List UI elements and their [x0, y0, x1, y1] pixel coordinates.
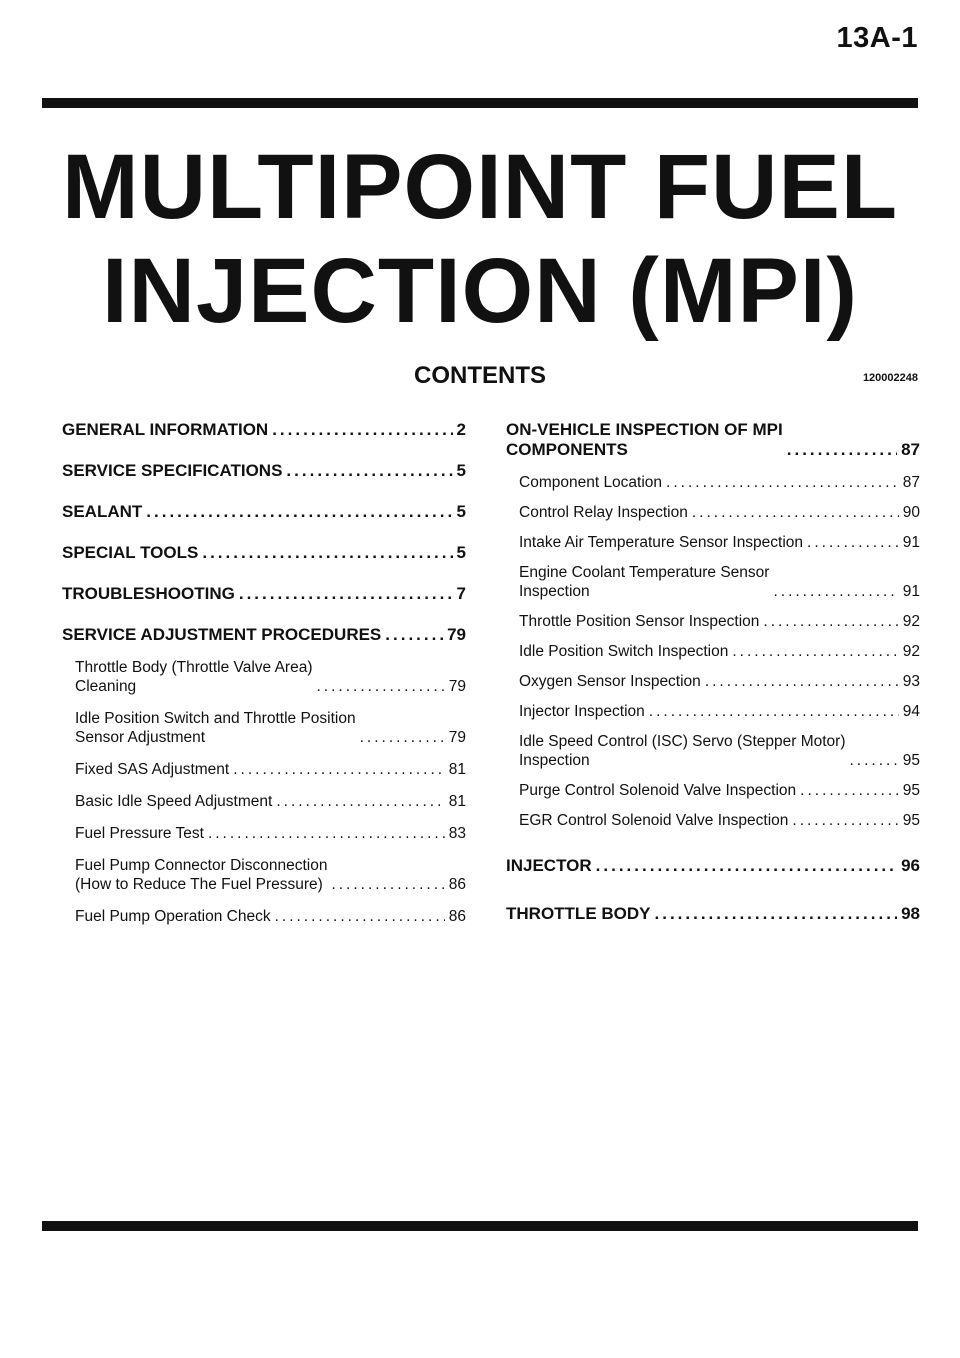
- toc-entry-label: Idle Position Switch Inspection: [519, 643, 729, 660]
- toc-right-column: [506, 420, 920, 937]
- toc-entry-page: 96: [901, 856, 920, 875]
- dot-leader: [316, 677, 444, 696]
- toc-entry-page: 83: [448, 825, 466, 842]
- page-title: [0, 135, 960, 343]
- dot-leader: [807, 533, 899, 552]
- toc-entry-page: 98: [901, 904, 920, 923]
- toc-entry-label: Fuel Pump Operation Check: [75, 908, 271, 925]
- toc-entry[interactable]: [519, 533, 920, 552]
- toc-entry[interactable]: [519, 672, 920, 691]
- toc-entry-page: 92: [902, 643, 920, 660]
- toc-entry[interactable]: [506, 420, 920, 460]
- toc-entry-label: Throttle Position Sensor Inspection: [519, 613, 760, 630]
- dot-leader: [208, 824, 445, 843]
- dot-leader: [276, 792, 444, 811]
- toc-entry-label: Fuel Pump Connector Disconnection (How to Reduce The Fuel Pressure): [75, 857, 328, 893]
- toc-entry[interactable]: [506, 904, 920, 924]
- toc-entry[interactable]: [519, 781, 920, 800]
- toc-entry-page: 91: [902, 583, 920, 600]
- toc-entry-label: SEALANT: [62, 502, 143, 521]
- toc-entry[interactable]: [62, 420, 466, 440]
- toc-entry[interactable]: [75, 709, 466, 747]
- toc-entry-label: Purge Control Solenoid Valve Inspection: [519, 782, 797, 799]
- dot-leader: [666, 473, 899, 492]
- dot-leader: [596, 856, 897, 876]
- toc-entry[interactable]: [62, 461, 466, 481]
- toc-entry-page: 79: [447, 625, 466, 644]
- toc-entry-page: 91: [902, 534, 920, 551]
- toc-entry-page: 87: [902, 474, 920, 491]
- toc-entry-page: 94: [902, 703, 920, 720]
- toc-entry-label: Component Location: [519, 474, 663, 491]
- toc-entry-page: 79: [448, 678, 466, 695]
- toc-entry-page: 81: [448, 793, 466, 810]
- toc-entry[interactable]: [62, 584, 466, 604]
- toc-entry-page: 86: [448, 876, 466, 893]
- toc-entry-label: Engine Coolant Temperature Sensor Inspection: [519, 564, 770, 600]
- toc-entry-label: EGR Control Solenoid Valve Inspection: [519, 812, 789, 829]
- toc-entry-page: 79: [448, 729, 466, 746]
- dot-leader: [655, 904, 898, 924]
- toc-entry-page: 95: [902, 812, 920, 829]
- toc-entry-page: 7: [456, 584, 466, 603]
- toc-entry-page: 87: [901, 440, 920, 459]
- toc-entry-page: 2: [456, 420, 466, 439]
- toc-entry[interactable]: [75, 907, 466, 926]
- toc-entry-label: GENERAL INFORMATION: [62, 420, 269, 439]
- dot-leader: [385, 625, 443, 645]
- bottom-rule: [42, 1221, 918, 1231]
- toc-entry-label: Basic Idle Speed Adjustment: [75, 793, 273, 810]
- toc-entry-label: Idle Position Switch and Throttle Position Sensor Adjustment: [75, 710, 356, 746]
- toc-entry[interactable]: [62, 543, 466, 563]
- toc-entry-label: Fuel Pressure Test: [75, 825, 204, 842]
- dot-leader: [146, 502, 452, 522]
- toc-entry[interactable]: [519, 612, 920, 631]
- dot-leader: [763, 612, 898, 631]
- toc-entry-label: SERVICE SPECIFICATIONS: [62, 461, 283, 480]
- dot-leader: [649, 702, 899, 721]
- dot-leader: [275, 907, 445, 926]
- toc-entry[interactable]: [519, 563, 920, 601]
- toc-entry-page: 5: [456, 461, 466, 480]
- contents-heading: CONTENTS: [414, 362, 546, 389]
- toc-entry-label: Control Relay Inspection: [519, 504, 688, 521]
- toc-entry[interactable]: [75, 856, 466, 894]
- toc-entry[interactable]: [519, 732, 920, 770]
- toc-entry[interactable]: [75, 760, 466, 779]
- toc-entry-page: 81: [448, 761, 466, 778]
- toc-entry-page: 90: [902, 504, 920, 521]
- toc-entry-page: 86: [448, 908, 466, 925]
- dot-leader: [773, 582, 898, 601]
- toc-entry-label: Idle Speed Control (ISC) Servo (Stepper Motor) Inspection: [519, 733, 846, 769]
- toc-entry-label: Throttle Body (Throttle Valve Area) Cleaning: [75, 659, 313, 695]
- dot-leader: [850, 751, 899, 770]
- dot-leader: [286, 461, 452, 481]
- toc-entry[interactable]: [519, 702, 920, 721]
- dot-leader: [787, 440, 897, 460]
- toc-entry[interactable]: [62, 502, 466, 522]
- title-line-2: INJECTION (MPI): [101, 240, 859, 342]
- dot-leader: [202, 543, 452, 563]
- toc-entry-page: 95: [902, 782, 920, 799]
- toc-entry-label: INJECTOR: [506, 856, 592, 875]
- toc-entry-page: 95: [902, 752, 920, 769]
- toc-entry-page: 5: [456, 543, 466, 562]
- toc-entry-label: SERVICE ADJUSTMENT PROCEDURES: [62, 625, 382, 644]
- toc-entry[interactable]: [62, 625, 466, 645]
- dot-leader: [331, 875, 444, 894]
- toc-entry[interactable]: [519, 503, 920, 522]
- toc-entry-label: Injector Inspection: [519, 703, 645, 720]
- toc-entry-label: ON-VEHICLE INSPECTION OF MPI COMPONENTS: [506, 420, 783, 459]
- dot-leader: [692, 503, 899, 522]
- top-rule: [42, 98, 918, 108]
- dot-leader: [800, 781, 899, 800]
- toc-entry[interactable]: [75, 824, 466, 843]
- toc-entry[interactable]: [519, 811, 920, 830]
- toc-entry-page: 5: [456, 502, 466, 521]
- toc-entry-label: SPECIAL TOOLS: [62, 543, 199, 562]
- toc-left-column: [62, 420, 466, 926]
- dot-leader: [705, 672, 899, 691]
- toc-entry-label: TROUBLESHOOTING: [62, 584, 235, 603]
- toc-entry-page: 93: [902, 673, 920, 690]
- toc-entry-label: Fixed SAS Adjustment: [75, 761, 230, 778]
- toc-entry-label: Oxygen Sensor Inspection: [519, 673, 701, 690]
- toc-entry-page: 92: [902, 613, 920, 630]
- toc-entry[interactable]: [506, 856, 920, 876]
- dot-leader: [233, 760, 445, 779]
- dot-leader: [239, 584, 453, 604]
- dot-leader: [732, 642, 898, 661]
- toc-entry-label: Intake Air Temperature Sensor Inspection: [519, 534, 804, 551]
- toc-entry[interactable]: [519, 473, 920, 492]
- dot-leader: [272, 420, 452, 440]
- toc-entry[interactable]: [75, 658, 466, 696]
- page-number: 13A-1: [836, 22, 918, 54]
- toc-entry-label: THROTTLE BODY: [506, 904, 651, 923]
- dot-leader: [360, 728, 445, 747]
- toc-entry[interactable]: [75, 792, 466, 811]
- toc-entry[interactable]: [519, 642, 920, 661]
- document-code: 120002248: [862, 372, 918, 384]
- title-line-1: MULTIPOINT FUEL: [61, 136, 899, 238]
- dot-leader: [792, 811, 898, 830]
